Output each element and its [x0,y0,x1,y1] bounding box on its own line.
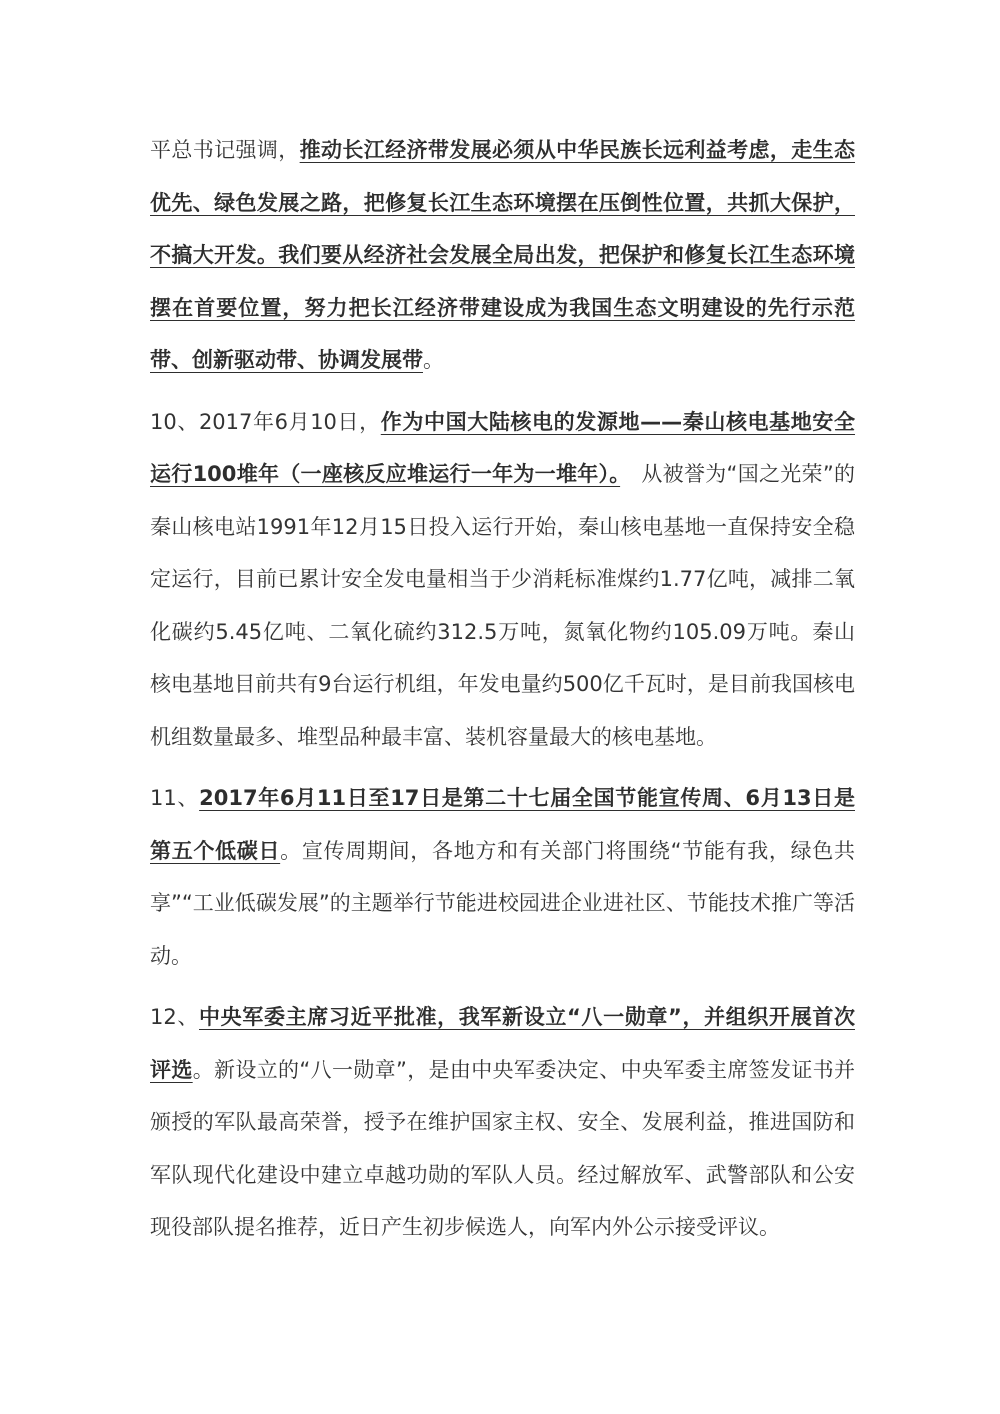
paragraph-body: 从被誉为“国之光荣”的秦山核电站1991年12月15日投入运行开始，秦山核电基地一直保持安全稳定运行，目前已累计安全发电量相当于少消耗标准煤约1.77亿吨，减排二氧化碳约5.45亿吨、二氧化硫约312.5万吨，氮氧化物约105.09万吨。秦山核电基地目前共有9台运行机组，年发电量约500亿千瓦时，是目前我国核电机组数量最多、堆型品种最丰富、装机容量最大的核电基地。 [150,462,855,749]
paragraph-body: 。新设立的“八一勋章”，是由中央军委决定、中央军委主席签发证书并颁授的军队最高荣誉，授予在维护国家主权、安全、发展利益，推进国防和军队现代化建设中建立卓越功勋的军队人员。经过解放军、武警部队和公安现役部队提名推荐，近日产生初步候选人，向军内外公示接受评议。 [150,1057,855,1239]
paragraph-item-11 [150,772,855,982]
paragraph-lead: 10、2017年6月10日， [150,409,381,434]
paragraph-lead: 11、 [150,786,200,810]
paragraph-lead: 12、 [150,1005,200,1029]
paragraph-item-12 [150,991,855,1254]
paragraph-item-10 [150,396,855,764]
paragraph-lead: 平总书记强调， [150,138,300,162]
paragraph-body: 。 [423,348,444,372]
emphasis-text: 推动长江经济带发展必须从中华民族长远利益考虑，走生态优先、绿色发展之路，把修复长江生态环境摆在压倒性位置，共抓大保护，不搞大开发。我们要从经济社会发展全局出发，把保护和修复长江生态环境摆在首要位置，努力把长江经济带建设成为我国生态文明建设的先行示范带、创新驱动带、协调发展带 [150,138,855,372]
emphasis-text: 2017年6月11日至17日是第二十七届全国节能宣传周、6月13日是第五个低碳日 [150,786,855,863]
paragraph-yangtze [150,124,855,387]
emphasis-text: 中央军委主席习近平批准，我军新设立“八一勋章”，并组织开展首次评选 [150,1005,855,1082]
emphasis-text: 作为中国大陆核电的发源地——秦山核电基地安全运行100堆年（一座核反应堆运行一年为一堆年）。 [150,409,856,486]
document-page [150,124,855,1263]
paragraph-body: 。宣传周期间，各地方和有关部门将围绕“节能有我，绿色共享”“工业低碳发展”的主题举行节能进校园进企业进社区、节能技术推广等活动。 [150,838,855,968]
